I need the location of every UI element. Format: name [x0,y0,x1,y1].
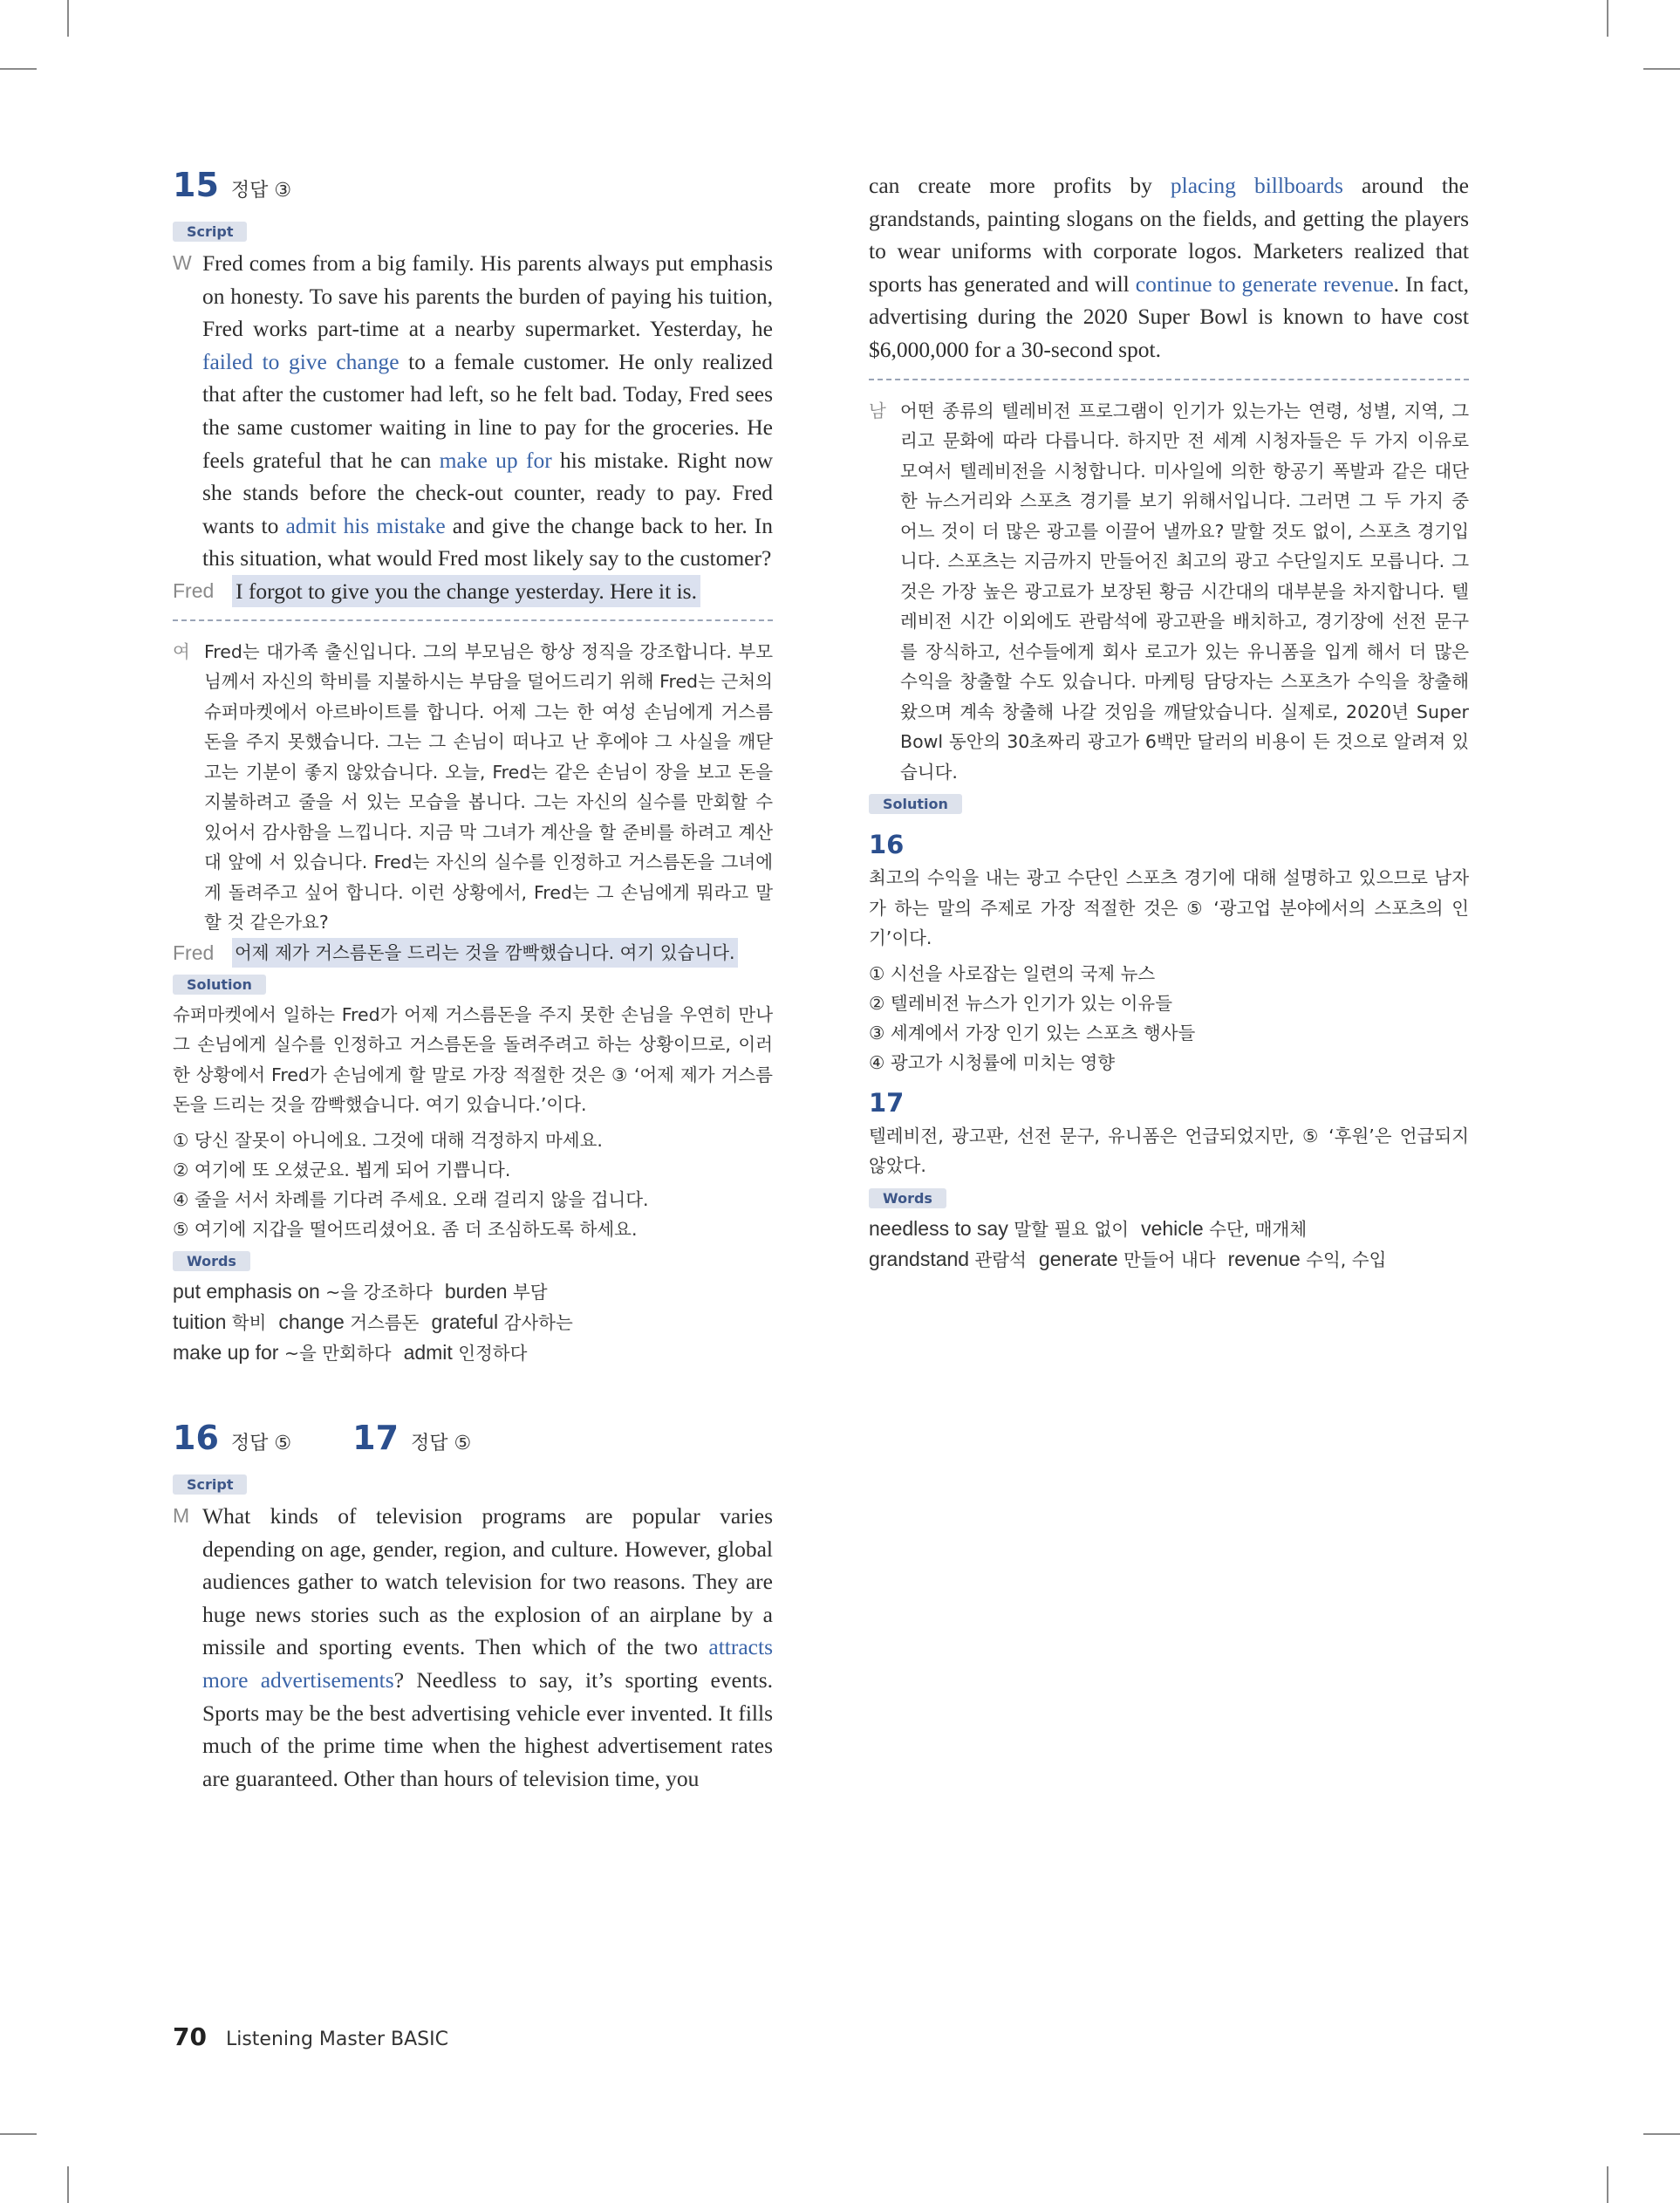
script-tag: Script [173,1474,247,1495]
key-phrase: make up for [439,447,552,473]
divider [869,379,1469,380]
script-segment: ? Needless to say, it’s sporting events. Sports may be the best advertising vehicle ever invented. It fills much of the prime time when the highest advertisement rates are guaranteed. Other than hours of television time, you [202,1666,773,1791]
script-text [202,1500,773,1795]
vocab-term: generate [1038,1247,1118,1270]
vocab-meaning: 만들어 내다 [1123,1249,1216,1270]
script-segment: What kinds of television programs are popular varies depending on age, gender, region, and culture. However, global audiences gather to watch television for two reasons. They are huge news stories such as the explosion of an airplane by a missile and sporting events. Then which of the two [202,1502,773,1660]
words-tag: Words [869,1188,946,1208]
option-item: ② 여기에 또 오셨군요. 뵙게 되어 기쁩니다. [173,1159,511,1180]
speaker-label: 여 [173,640,190,662]
vocabulary-list [869,1214,1469,1275]
script-segment: to a female customer. He only realized that after the customer had left, so he felt bad. Today, Fred sees the same customer waiting in line to pay for the groceries. He feels grateful that he can [202,348,773,473]
option-item: ⑤ 여기에 지갑을 떨어뜨리셨어요. 좀 더 조심하도록 하세요. [173,1218,638,1240]
vocab-row [173,1276,773,1307]
highlighted-answer: I forgot to give you the change yesterday. Here it is. [232,575,700,607]
option-item: ④ 광고가 시청률에 미치는 영향 [869,1051,1116,1073]
script-tag: Script [173,222,247,242]
vocab-meaning: 거스름돈 [350,1311,420,1333]
question-number: 15 [173,166,219,204]
sub-question-17-label: 17 [869,1087,905,1118]
script-text [869,169,1469,366]
crop-mark [67,0,69,37]
crop-mark [1643,2133,1680,2135]
answer-label: 정답 ③ [230,180,292,202]
vocab-term: make up for [173,1340,279,1364]
key-phrase: placing billboards [1170,173,1343,198]
fred-answer-line [173,575,773,607]
question-number: 16 [173,1418,219,1457]
page-footer [173,2022,448,2051]
vocab-term: put emphasis on [173,1279,320,1303]
right-column [869,169,1469,1275]
solution-tag: Solution [869,794,962,814]
sub-question-16-label: 16 [869,830,905,860]
crop-mark [0,68,37,70]
page-number: 70 [173,2022,207,2051]
translation-text: 어떤 종류의 텔레비전 프로그램이 인기가 있는가는 연령, 성별, 지역, 그리고 문화에 따라 다릅니다. 하지만 전 세계 시청자들은 두 가지 이유로 모여서 텔레비전을 시청합니다. 미사일에 의한 항공기 폭발과 같은 대단한 뉴스거리와 스포츠 경기를 보기 위해서입니다. 그러면 그 두 가지 중 어느 것이 더 많은 광고를 이끌어 낼까요? 말할 것도 없이, 스포츠 경기입니다. 스포츠는 지금까지 만들어진 최고의 광고 수단일지도 모릅니다. 그것은 가장 높은 광고료가 보장된 황금 시간대의 대부분을 차지합니다. 텔레비전 시간 이외에도 관람석에 광고판을 배치하고, 경기장에 선전 문구를 장식하고, 선수들에게 회사 로고가 있는 유니폼을 입게 해서 더 많은 수익을 창출할 수도 있습니다. 마케팅 담당자는 스포츠가 수익을 창출해 왔으며 계속 창출해 나갈 것임을 깨달았습니다. 실제로, 2020년 Super Bowl 동안의 30초짜리 광고가 6백만 달러의 비용이 든 것으로 알려져 있습니다. [900,400,1469,783]
question-number: 17 [352,1418,400,1457]
vocab-meaning: 말할 필요 없이 [1014,1218,1130,1240]
speaker-label: 남 [869,400,886,421]
key-phrase: failed to give change [202,348,400,374]
korean-translation-16-17 [869,396,1469,788]
question-16-17-header [173,1419,773,1468]
option-item: ② 텔레비전 뉴스가 인기가 있는 이유들 [869,992,1173,1014]
crop-mark [67,2166,69,2203]
option-item: ① 시선을 사로잡는 일련의 국제 뉴스 [869,962,1156,984]
solution-text: 슈퍼마켓에서 일하는 Fred가 어제 거스름돈을 주지 못한 손님을 우연히 만나 그 손님에게 실수를 인정하고 거스름돈을 돌려주려고 하는 상황이므로, 이러한 상황에서 Fred가 손님에게 할 말로 가장 적절한 것은 ③ ‘어제 제가 거스름돈을 드리는 것을 깜빡했습니다. 여기 있습니다.’이다. [173,1003,773,1116]
vocab-row [173,1338,773,1368]
translation-text: Fred는 대가족 출신입니다. 그의 부모님은 항상 정직을 강조합니다. 부모님께서 자신의 학비를 지불하시는 부담을 덜어드리기 위해 Fred는 근처의 슈퍼마켓에서 아르바이트를 합니다. 어제 그는 한 여성 손님에게 거스름돈을 주지 못했습니다. 그는 그 손님이 떠나고 난 후에야 그 사실을 깨닫고는 기분이 좋지 않았습니다. 오늘, Fred는 같은 손님이 장을 보고 돈을 지불하려고 줄을 서 있는 모습을 봅니다. 그는 자신의 실수를 만회할 수 있어서 감사함을 느낍니다. 지금 막 그녀가 계산을 할 준비를 하려고 계산대 앞에 서 있습니다. Fred는 자신의 실수를 인정하고 거스름돈을 그녀에게 돌려주고 싶어 합니다. 이런 상황에서, Fred는 그 손님에게 뭐라고 말할 것 같은가요? [204,640,773,934]
vocab-meaning: 수익, 수입 [1306,1249,1387,1270]
vocab-term: vehicle [1141,1216,1204,1240]
highlighted-answer: 어제 제가 거스름돈을 드리는 것을 깜빡했습니다. 여기 있습니다. [232,938,738,968]
vocab-term: change [278,1310,345,1333]
script-segment: . In fact, advertising during the 2020 Super Bowl is known to have cost $6,000,000 for a 30-second spot. [869,270,1469,362]
vocab-term: tuition [173,1310,227,1333]
wrong-options-list [869,959,1469,1078]
vocab-meaning: 부담 [512,1281,548,1303]
vocab-term: needless to say [869,1216,1008,1240]
vocab-term: revenue [1227,1247,1301,1270]
crop-mark [1643,68,1680,70]
solution-17-text: 텔레비전, 광고판, 선전 문구, 유니폼은 언급되었지만, ⑤ ‘후원’은 언급되지 않았다. [869,1125,1469,1177]
vocab-meaning: 관람석 [974,1249,1027,1270]
speaker-label: Fred [173,941,215,964]
script-continued [869,169,1469,366]
vocab-term: burden [444,1279,508,1303]
vocab-row [869,1214,1469,1244]
script-segment: around the grandstands, painting slogans on the fields, and getting the players to wear uniforms with corporate logos. Marketers realized that sports has generated and will [869,173,1469,297]
speaker-label: W [173,251,192,274]
korean-fred-line [173,938,773,968]
option-item: ① 당신 잘못이 아니에요. 그것에 대해 걱정하지 마세요. [173,1129,603,1151]
left-column [173,166,773,1795]
vocab-meaning: 학비 [231,1311,267,1333]
vocab-meaning: 수단, 매개체 [1209,1218,1308,1240]
key-phrase: admit his mistake [285,512,446,538]
vocab-row [173,1307,773,1338]
crop-mark [1607,2166,1608,2203]
script-15 [173,247,773,575]
vocab-term: grateful [431,1310,499,1333]
script-16-17 [173,1500,773,1795]
key-phrase: attracts more advertisements [202,1634,773,1693]
answer-label: 정답 ⑤ [411,1432,472,1454]
script-segment: can create more profits by [869,173,1171,198]
script-segment: his mistake. Right now she stands before the check-out counter, ready to pay. Fred wants to [202,447,773,538]
script-segment: Fred comes from a big family. His parents always put emphasis on honesty. To save his parents the burden of paying his tuition, Fred works part-time at a nearby supermarket. Yesterday, he [202,250,773,342]
script-text [202,247,773,575]
vocab-meaning: ~을 강조하다 [325,1281,433,1303]
words-tag: Words [173,1251,250,1271]
crop-mark [0,2133,37,2135]
divider [173,619,773,621]
key-phrase: continue to generate revenue [1135,270,1394,297]
option-item: ③ 세계에서 가장 인기 있는 스포츠 행사들 [869,1022,1196,1043]
speaker-label: M [173,1503,190,1527]
book-title: Listening Master BASIC [225,2029,448,2050]
solution-tag: Solution [173,975,266,995]
speaker-label: Fred [173,578,215,602]
wrong-options-list [173,1125,773,1244]
vocab-row [869,1244,1469,1275]
answer-label: 정답 ⑤ [230,1432,292,1454]
option-item: ④ 줄을 서서 차례를 기다려 주세요. 오래 걸리지 않을 겁니다. [173,1188,649,1210]
vocab-meaning: ~을 만회하다 [283,1342,392,1364]
script-segment: and give the change back to her. In this situation, what would Fred most likely say to the customer? [202,512,773,571]
vocab-term: admit [403,1340,453,1364]
question-15-header [173,166,773,215]
vocab-meaning: 인정하다 [458,1342,528,1364]
crop-mark [1607,0,1608,37]
korean-translation-15 [173,637,773,938]
vocabulary-list [173,1276,773,1368]
vocab-meaning: 감사하는 [503,1311,573,1333]
solution-16-text: 최고의 수익을 내는 광고 수단인 스포츠 경기에 대해 설명하고 있으므로 남자가 하는 말의 주제로 가장 적절한 것은 ⑤ ‘광고업 분야에서의 스포츠의 인기’이다. [869,867,1469,949]
vocab-term: grandstand [869,1247,970,1270]
